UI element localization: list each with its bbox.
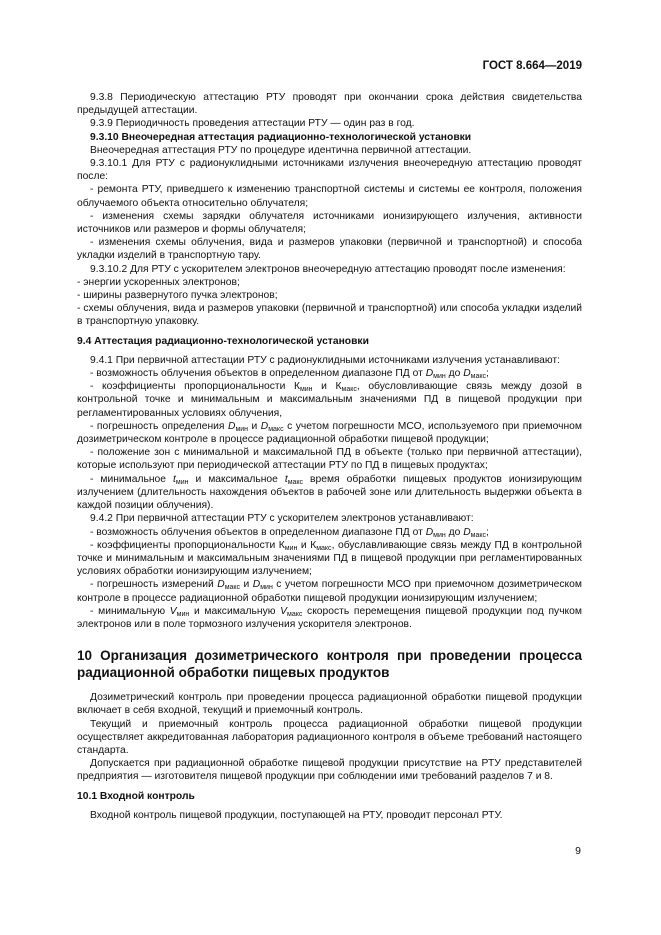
paragraph: Дозиметрический контроль при проведении процесса радиационной обработки пищевой продукции включает в себя входной, текущий и приемочный контроль. — [77, 692, 582, 717]
list-item: - минимальное $t_{мин}$ и максимальное $t_{макс}$ время обработки пищевых продуктов ионизирующим излучением (длительность нахождения объектов в рабочей зоне или длительность выдержки объекта в каждой позиции облучения). — [77, 473, 582, 512]
subsection-heading: 9.3.10 Внеочередная аттестация радиационно-технологической установки — [90, 131, 472, 143]
list-item: - ширины развернутого пучка электронов; — [77, 290, 278, 302]
paragraph: Внеочередная аттестация РТУ по процедуре идентична первичной аттестации. — [90, 144, 472, 156]
list-item: - изменения схемы облучения, вида и размеров упаковки (первичной и транспортной) и способа укладки изделий в транспортную тару. — [77, 237, 582, 262]
page-number: 9 — [575, 845, 581, 857]
paragraph: 9.3.10.2 Для РТУ с ускорителем электронов внеочередную аттестацию проводят после изменения: — [90, 263, 566, 275]
section-heading-10: 10 Организация дозиметрического контроля при проведении процесса радиационной обработки пищевых продуктов — [77, 648, 582, 681]
paragraph: 9.3.10.1 Для РТУ с радионуклидными источниками излучения внеочередную аттестацию проводят после: — [77, 158, 582, 183]
list-item: - коэффициенты пропорциональности $К_{мин}$ и $К_{макс}$, обуславливающие связь между ПД в контрольной точке и минимальным и максимальным значениями ПД в пищевой продукции при регламентированных условиях обработки ионизирующим излучением; — [77, 539, 582, 578]
section-heading-9-4: 9.4 Аттестация радиационно-технологической установки — [77, 335, 369, 347]
paragraph: 9.4.2 При первичной аттестации РТУ с ускорителем электронов устанавливают: — [90, 513, 474, 525]
paragraph: 9.3.9 Периодичность проведения аттестации РТУ — один раз в год. — [90, 118, 415, 130]
paragraph: 9.4.1 При первичной аттестации РТУ с радионуклидными источниками излучения устанавливают: — [90, 354, 560, 366]
list-item: - изменения схемы зарядки облучателя источниками ионизирующего излучения, активности источников или размеров и формы облучателя; — [77, 210, 582, 236]
list-item: - положение зон с минимальной и максимальной ПД в объекте (только при первичной аттестации), которые используют при периодической аттестации РТУ по ПД в пищевых продуктах; — [77, 447, 582, 472]
list-item: - возможность облучения объектов в определенном диапазоне ПД от $D_{мин}$ до $D_{макс}$; — [90, 368, 489, 381]
list-item: - схемы облучения, вида и размеров упаковки (первичной и транспортной) или способа укладки изделий в транспортную упаковку. — [77, 303, 582, 328]
list-item: - коэффициенты пропорциональности $К_{мин}$ и $К_{макс}$, обусловливающие связь между дозой в контрольной точке и минимальным и максимальным значениями ПД в пищевой продукции при регламентированных условиях облучения, — [77, 381, 582, 419]
list-item: - ремонта РТУ, приведшего к изменению транспортной системы и системы ее контроля, положения облучаемого объекта относительно облучателя; — [77, 184, 582, 209]
list-item: - погрешность измерений $D_{макс}$ и $D_{мин}$ с учетом погрешности МСО при приемочном дозиметрическом контроле в процессе радиационной обработки пищевой продукции ионизирующим излучением; — [77, 579, 582, 604]
paragraph: Входной контроль пищевой продукции, поступающей на РТУ, проводит персонал РТУ. — [90, 809, 503, 821]
list-item: - минимальную $V_{мин}$ и максимальную $V_{макс}$ скорость перемещения пищевой продукции под пучком электронов или в поле тормозного излучения ускорителя электронов. — [77, 605, 582, 630]
paragraph: Допускается при радиационной обработке пищевой продукции присутствие на РТУ представителей предприятия — изготовителя пищевой продукции при соблюдении ими требований разделов 7 и 8. — [77, 758, 582, 783]
list-item: - возможность облучения объектов в определенном диапазоне ПД от $D_{мин}$ до $D_{макс}$; — [90, 526, 489, 539]
document-body — [77, 91, 582, 822]
list-item: - энергии ускоренных электронов; — [77, 276, 240, 288]
paragraph: 9.3.8 Периодическую аттестацию РТУ проводят при окончании срока действия свидетельства предыдущей аттестации. — [77, 92, 582, 117]
document-id: ГОСТ 8.664—2019 — [482, 60, 582, 72]
section-heading-10-1: 10.1 Входной контроль — [77, 790, 195, 802]
paragraph: Текущий и приемочный контроль процесса радиационной обработки пищевой продукции осуществляет аккредитованная лаборатория радиационного контроля в объеме требований настоящего стандарта. — [77, 718, 582, 756]
list-item: - погрешность определения $D_{мин}$ и $D_{макс}$ с учетом погрешности МСО, используемого при приемочном дозиметрическом контроле в процессе радиационной обработки пищевой продукции; — [77, 420, 582, 446]
